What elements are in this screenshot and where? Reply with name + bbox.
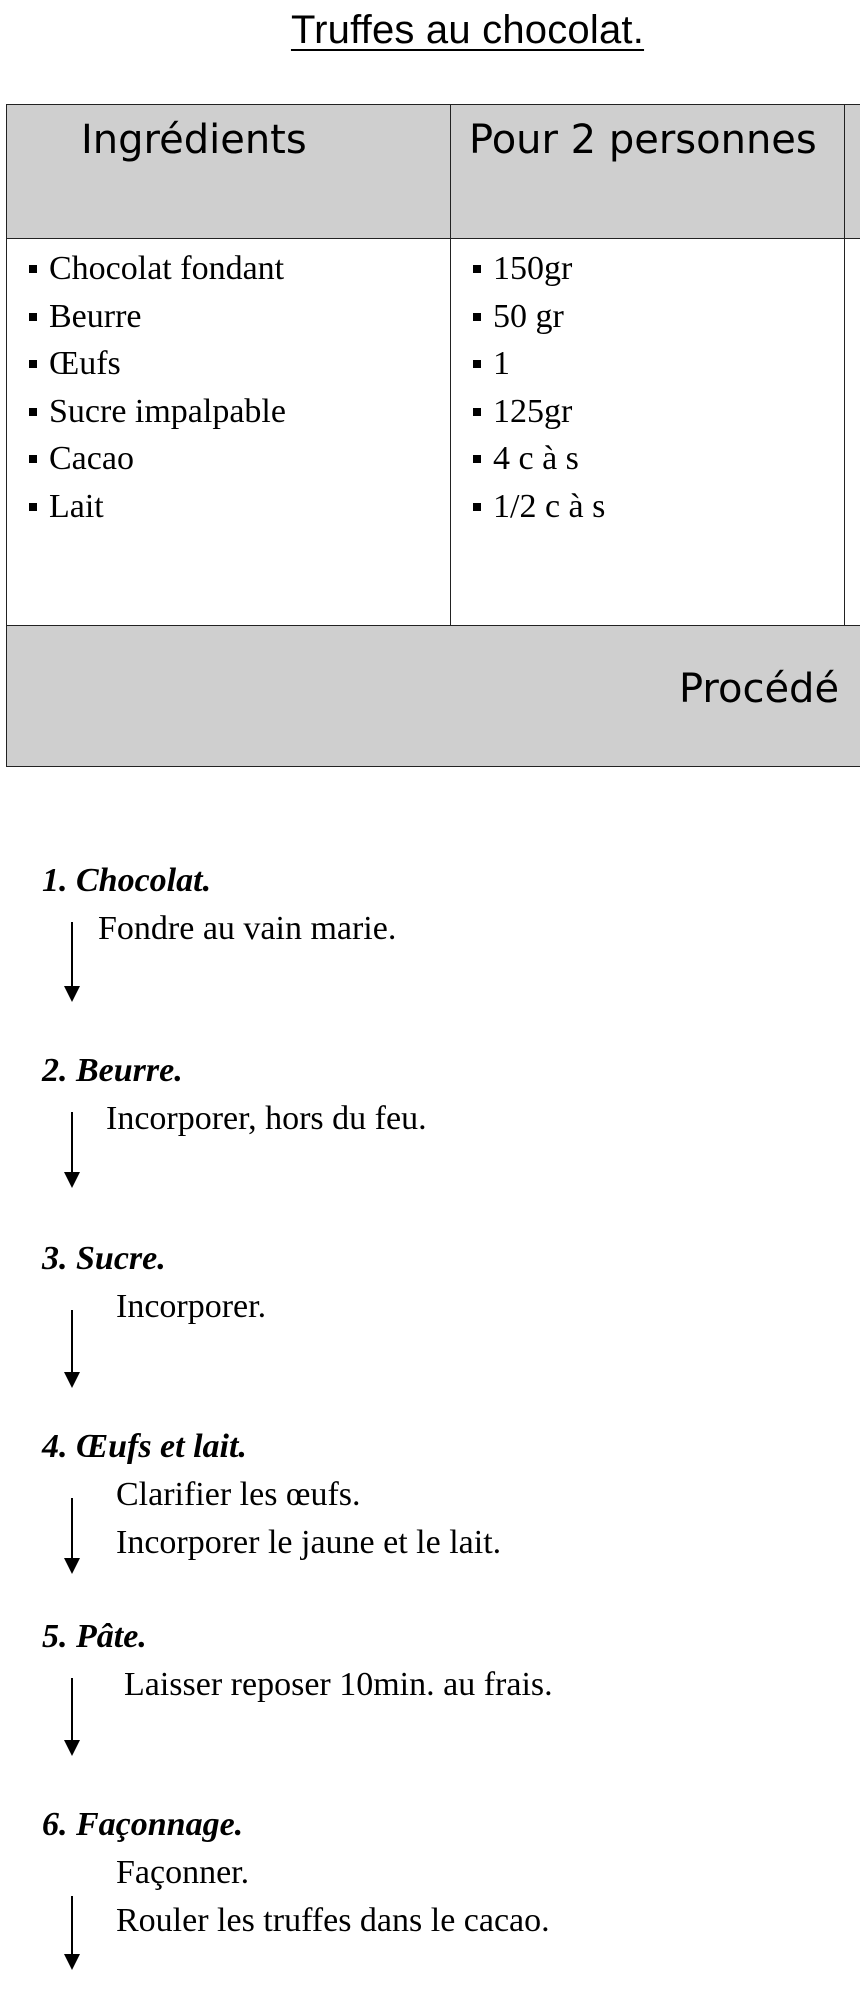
ingredient-item: Sucre impalpable	[25, 388, 286, 436]
procedure-header: Procédé	[679, 666, 840, 712]
ingredient-item: Œufs	[25, 340, 286, 388]
ingredient-item: Beurre	[25, 293, 286, 341]
step-title: 4. Œufs et lait.	[42, 1428, 247, 1465]
quantities-list	[469, 245, 605, 530]
down-arrow-icon	[60, 1896, 84, 1970]
header-extra-cell	[845, 105, 860, 239]
down-arrow-icon	[60, 1310, 84, 1388]
procedure-header-row	[7, 625, 860, 766]
step-line: Rouler les truffes dans le cacao.	[116, 1902, 550, 1939]
quantity-item: 150gr	[469, 245, 605, 293]
step-title: 3. Sucre.	[42, 1240, 166, 1277]
step-title: 6. Façonnage.	[42, 1806, 244, 1843]
quantity-item: 50 gr	[469, 293, 605, 341]
ingredient-item: Chocolat fondant	[25, 245, 286, 293]
page-title: Truffes au chocolat.	[290, 8, 645, 52]
header-ingredients-cell	[7, 105, 451, 239]
step-line: Laisser reposer 10min. au frais.	[124, 1666, 553, 1703]
step-title: 1. Chocolat.	[42, 862, 212, 899]
step-line: Incorporer, hors du feu.	[106, 1100, 427, 1137]
step-title: 2. Beurre.	[42, 1052, 183, 1089]
down-arrow-icon	[60, 1112, 84, 1188]
ingredient-item: Cacao	[25, 435, 286, 483]
step-line: Incorporer.	[116, 1288, 267, 1325]
quantity-item: 1/2 c à s	[469, 483, 605, 531]
quantity-item: 1	[469, 340, 605, 388]
down-arrow-icon	[60, 1498, 84, 1574]
ingredients-column	[7, 239, 451, 625]
header-quantity-cell	[451, 105, 845, 239]
ingredient-item: Lait	[25, 483, 286, 531]
header-ingredients: Ingrédients	[81, 117, 307, 163]
ingredients-list	[25, 245, 286, 530]
step-line: Clarifier les œufs.	[116, 1476, 361, 1513]
ingredients-table	[6, 104, 860, 767]
quantity-item: 4 c à s	[469, 435, 605, 483]
down-arrow-icon	[60, 1678, 84, 1756]
header-quantity: Pour 2 personnes	[469, 117, 817, 163]
step-line: Façonner.	[116, 1854, 250, 1891]
quantities-column	[451, 239, 845, 625]
quantity-item: 125gr	[469, 388, 605, 436]
step-line: Incorporer le jaune et le lait.	[116, 1524, 502, 1561]
step-line: Fondre au vain marie.	[98, 910, 397, 947]
down-arrow-icon	[60, 922, 84, 1002]
step-title: 5. Pâte.	[42, 1618, 147, 1655]
